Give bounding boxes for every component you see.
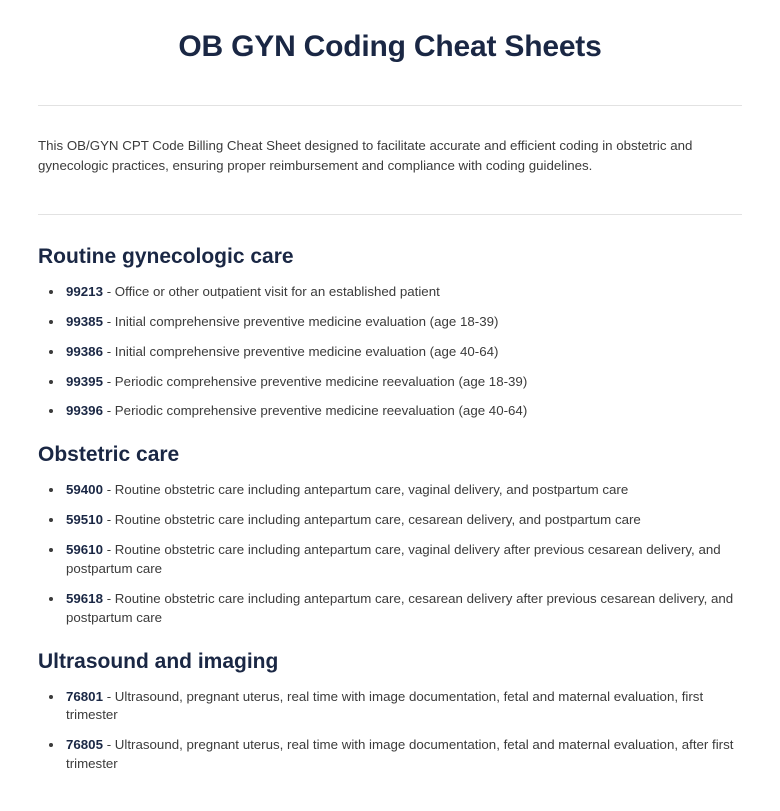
list-item <box>64 688 742 726</box>
cpt-description: - Routine obstetric care including antepartum care, vaginal delivery, and postpartum care <box>106 482 629 498</box>
cpt-description: - Periodic comprehensive preventive medicine reevaluation (age 18-39) <box>106 373 528 389</box>
list-item <box>64 541 742 579</box>
cpt-code: 99386 <box>66 343 103 359</box>
cpt-description: - Periodic comprehensive preventive medicine reevaluation (age 40-64) <box>106 403 528 419</box>
cpt-code: 59610 <box>66 542 103 557</box>
divider-top <box>38 105 742 106</box>
cpt-description: - Ultrasound, pregnant uterus, real time with image documentation, fetal and maternal evaluation, after first trimester <box>66 737 734 772</box>
list-item <box>64 736 742 774</box>
cpt-code: 99385 <box>66 313 103 329</box>
list-item <box>64 343 742 362</box>
code-list-obstetric-care <box>38 481 742 627</box>
intro-paragraph: This OB/GYN CPT Code Billing Cheat Sheet designed to facilitate accurate and efficient coding in obstetric and gynecologic practices, ensuring proper reimbursement and compliance with coding guidelines. <box>38 138 693 173</box>
cpt-code: 59618 <box>66 590 103 606</box>
cpt-code: 99396 <box>66 403 103 419</box>
cpt-code: 59510 <box>66 512 103 528</box>
cpt-code: 59400 <box>66 482 103 498</box>
cpt-description: - Initial comprehensive preventive medicine evaluation (age 18-39) <box>106 313 499 329</box>
cpt-description: - Ultrasound, pregnant uterus, real time with image documentation, fetal and maternal evaluation, first trimester <box>66 688 704 723</box>
section-heading-ultrasound-and-imaging: Ultrasound and imaging <box>38 649 279 673</box>
cpt-description: - Routine obstetric care including antepartum care, vaginal delivery after previous cesarean delivery, and postpartum care <box>66 542 721 576</box>
cpt-code: 76801 <box>66 688 103 704</box>
list-item <box>64 402 742 421</box>
divider-second <box>38 214 742 215</box>
section-heading-obstetric-care: Obstetric care <box>38 443 180 467</box>
cpt-description: - Routine obstetric care including antepartum care, cesarean delivery, and postpartum care <box>106 512 641 528</box>
list-item <box>64 590 742 628</box>
cpt-code: 99395 <box>66 373 103 389</box>
cpt-description: - Routine obstetric care including antepartum care, cesarean delivery after previous cesarean delivery, and postpartum care <box>66 590 734 625</box>
cpt-code: 99213 <box>66 283 103 299</box>
cpt-code: 76805 <box>66 737 103 753</box>
cpt-description: - Initial comprehensive preventive medicine evaluation (age 40-64) <box>106 343 499 359</box>
list-item <box>64 373 742 392</box>
document-page <box>0 30 780 774</box>
list-item <box>64 283 742 302</box>
list-item <box>64 313 742 332</box>
cpt-description: - Office or other outpatient visit for an established patient <box>106 283 440 299</box>
page-title: OB GYN Coding Cheat Sheets <box>178 30 602 63</box>
list-item <box>64 481 742 500</box>
list-item <box>64 511 742 530</box>
section-heading-routine-gynecologic-care: Routine gynecologic care <box>38 244 294 268</box>
code-list-routine-gynecologic-care <box>38 283 742 421</box>
code-list-ultrasound-and-imaging <box>38 688 742 775</box>
